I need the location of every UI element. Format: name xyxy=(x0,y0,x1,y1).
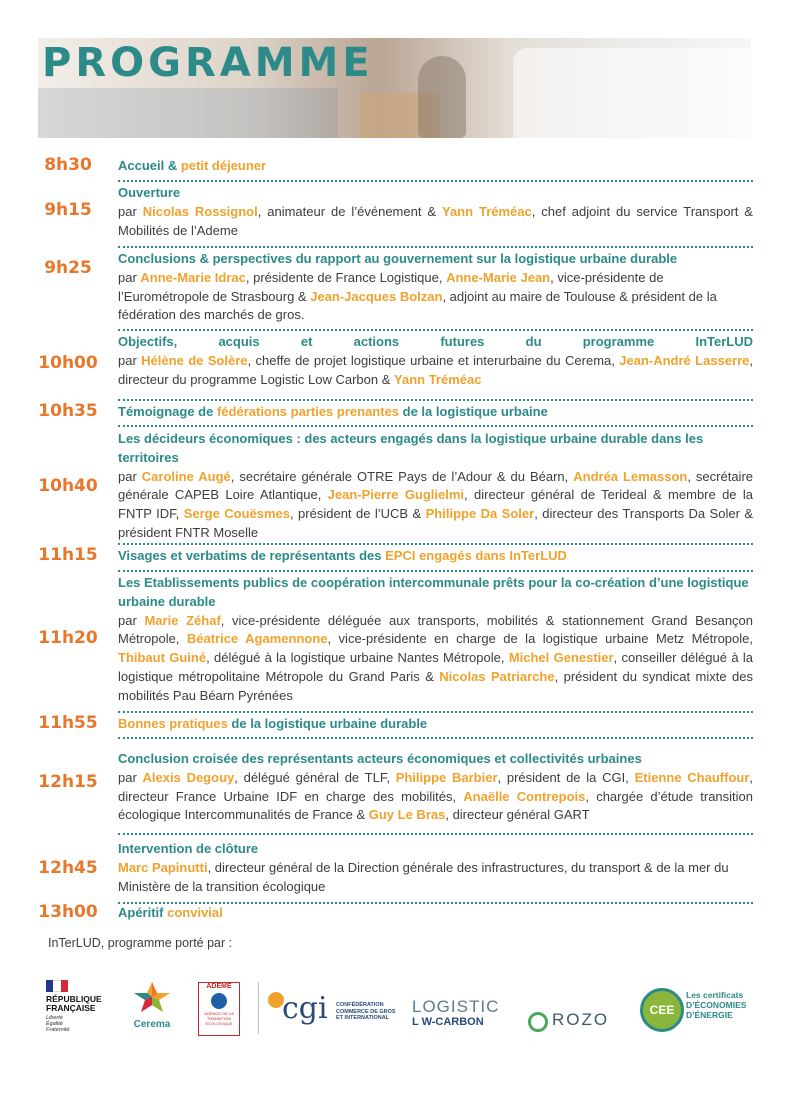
speaker-name: Philippe Da Soler xyxy=(425,506,535,522)
speaker-role: , directeur France Urbaine IDF en charge des mobilités, xyxy=(118,769,754,804)
cee-logo xyxy=(640,988,750,1032)
rf-motto1: Liberté xyxy=(46,1015,63,1021)
cgi-sub1: CONFÉDÉRATION xyxy=(336,1002,384,1008)
speaker-role: , président du syndicat mixte des mobilités Pau Béarn Pyrénées xyxy=(118,668,753,703)
llc-line1: LOGISTIC xyxy=(412,997,500,1016)
llc-line2: L W-CARBON xyxy=(412,1016,484,1028)
program-time: 10h35 xyxy=(38,401,98,421)
speaker-name: Michel Genestier xyxy=(508,650,614,666)
speaker-name: Nicolas Patriarche xyxy=(439,668,555,684)
highlight-text: convivial xyxy=(167,905,223,920)
cee-line2: D’ÉCONOMIES xyxy=(686,1000,747,1010)
speaker-role: , secrétaire générale CAPEB Loire Atlantique, xyxy=(118,468,753,503)
ademe-globe-icon xyxy=(211,993,227,1009)
program-title: Conclusion croisée des représentants acteurs économiques et collectivités urbaines xyxy=(118,751,642,766)
speaker-role: par xyxy=(118,269,141,285)
speaker-role: , président de la CGI, xyxy=(497,769,635,785)
rf-motto3: Fraternité xyxy=(46,1027,70,1033)
program-title: Les décideurs économiques : des acteurs engagés dans la logistique urbaine durable dans les territoires xyxy=(118,431,704,465)
program-content xyxy=(118,574,753,706)
highlight-text: petit déjeuner xyxy=(180,158,267,173)
dotted-separator xyxy=(118,711,753,713)
program-time: 8h30 xyxy=(44,155,92,175)
speaker-name: Jean-Pierre Guglielmi xyxy=(327,487,465,503)
cerema-name: Cerema xyxy=(133,1019,171,1030)
partner-logos xyxy=(40,980,760,1040)
speaker-role: , adjoint au maire de Toulouse & président de la fédération des marchés de gros. xyxy=(118,288,717,323)
speaker-name: Anne-Marie Idrac xyxy=(140,269,246,285)
program-title: Intervention de clôture xyxy=(118,841,259,856)
program-content xyxy=(118,184,753,240)
speaker-name: Alexis Degouy xyxy=(142,769,235,785)
speaker-role: , président de l’UCB & xyxy=(290,506,426,522)
speaker-name: Philippe Barbier xyxy=(395,769,498,785)
program-time: 10h00 xyxy=(38,353,98,373)
ademe-logo xyxy=(198,982,240,1036)
speaker-role: par xyxy=(118,203,143,219)
rozo-ring-icon xyxy=(528,1012,548,1032)
title-text: de la logistique urbaine durable xyxy=(227,716,428,731)
program-content xyxy=(118,157,753,176)
rf-line1: RÉPUBLIQUE xyxy=(46,994,102,1004)
cee-line1: Les certificats xyxy=(686,990,744,1000)
speaker-role: , conseiller délégué à la logistique métropolitaine Métropole du Grand Paris & xyxy=(118,650,753,684)
speaker-role: , secrétaire générale OTRE Pays de l’Adour & du Béarn, xyxy=(230,468,574,484)
speaker-name: Jean-André Lasserre xyxy=(619,352,750,368)
cgi-sub2: COMMERCE DE GROS xyxy=(336,1008,396,1015)
program-time: 12h45 xyxy=(38,858,98,878)
cgi-sub3: ET INTERNATIONAL xyxy=(336,1015,390,1021)
speaker-role: , vice-présidente en charge de la logistique urbaine Metz Métropole, xyxy=(327,631,753,647)
speaker-name: Jean-Jacques Bolzan xyxy=(310,288,443,304)
program-content xyxy=(118,430,753,543)
speaker-name: Thibaut Guiné xyxy=(118,650,207,666)
program-title: Objectifs, acquis et actions futures du programme InTerLUD xyxy=(118,334,753,349)
speaker-role: par xyxy=(118,612,145,628)
speaker-role: , chef adjoint du service Transport & Mobilités de l’Ademe xyxy=(118,203,753,238)
program-time: 10h40 xyxy=(38,476,98,496)
logistic-low-carbon-logo xyxy=(412,998,512,1038)
title-text: Témoignage de xyxy=(118,404,217,419)
ademe-sub: AGENCE DE LA TRANSITION ÉCOLOGIQUE xyxy=(204,1011,234,1026)
flag-icon xyxy=(46,980,68,992)
speaker-name: Hélène de Solère xyxy=(141,352,248,368)
speaker-name: Serge Couësmes xyxy=(183,506,291,522)
rf-motto2: Égalité xyxy=(46,1021,63,1027)
rozo-name: ROZO xyxy=(552,1010,610,1029)
title-text: Visages et verbatims de représentants des xyxy=(118,548,386,563)
program-title: Conclusions & perspectives du rapport au gouvernement sur la logistique urbaine durable xyxy=(118,251,678,266)
page-title: PROGRAMME xyxy=(42,40,374,86)
dotted-separator xyxy=(118,833,753,835)
dotted-separator xyxy=(118,737,753,739)
speaker-name: Etienne Chauffour xyxy=(634,769,750,785)
speaker-role: par xyxy=(118,352,142,368)
program-content xyxy=(118,250,753,325)
program-time: 9h25 xyxy=(44,258,92,278)
dotted-separator xyxy=(118,425,753,427)
speaker-name: Guy Le Bras xyxy=(368,807,446,823)
program-content xyxy=(118,715,753,734)
program-speakers xyxy=(118,269,753,325)
program-speakers xyxy=(118,612,753,706)
program-content xyxy=(118,333,753,389)
cgi-name: cgi xyxy=(282,991,328,1026)
program-content xyxy=(118,547,753,566)
program-content xyxy=(118,750,753,825)
republique-francaise-logo xyxy=(46,980,108,1040)
dotted-separator xyxy=(118,902,753,904)
program-speakers xyxy=(118,769,753,825)
highlight-text: Bonnes pratiques xyxy=(118,716,228,731)
speaker-name: Béatrice Agamennone xyxy=(186,631,328,647)
footer-label: InTerLUD, programme porté par : xyxy=(48,936,233,950)
title-text: de la logistique urbaine xyxy=(399,404,548,419)
cee-badge: CEE xyxy=(640,988,684,1032)
cerema-star-icon xyxy=(130,980,174,1014)
dotted-separator xyxy=(118,180,753,182)
speaker-role: , délégué à la logistique urbaine Nantes Métropole, xyxy=(206,650,509,666)
program-time: 11h55 xyxy=(38,713,98,733)
dotted-separator xyxy=(118,543,753,545)
program-time: 9h15 xyxy=(44,200,92,220)
highlight-text: fédérations parties prenantes xyxy=(216,404,400,419)
program-content xyxy=(118,403,753,422)
cerema-logo xyxy=(124,980,180,1040)
speaker-role: , directeur du programme Logistic Low Carbon & xyxy=(118,352,753,387)
program-title: Les Etablissements publics de coopération intercommunale prêts pour la co-création d’une logistique urbaine durable xyxy=(118,575,749,609)
speaker-role: , chargée d’étude transition écologique Intercommunalités de France & xyxy=(118,788,754,823)
rozo-logo xyxy=(528,1010,628,1034)
speaker-name: Yann Tréméac xyxy=(394,371,482,387)
rf-line2: FRANÇAISE xyxy=(46,1003,96,1013)
speaker-role: , vice-présidente de l’Eurométropole de Strasbourg & xyxy=(118,269,664,304)
dotted-separator xyxy=(118,399,753,401)
cgi-logo xyxy=(268,988,400,1032)
speaker-role: , animateur de l’événement & xyxy=(257,203,442,219)
speaker-role: par xyxy=(118,468,142,484)
speaker-name: Yann Tréméac xyxy=(441,203,532,219)
banner-photo-van xyxy=(513,48,751,138)
speaker-name: Anaëlle Contrepois xyxy=(463,788,586,804)
program-speakers xyxy=(118,203,753,241)
header-banner xyxy=(38,38,751,138)
speaker-name: Marie Zéhaf xyxy=(144,612,221,628)
speaker-name: Anne-Marie Jean xyxy=(446,269,551,285)
cee-line3: D’ÉNERGIE xyxy=(686,1010,733,1020)
speaker-role: , directeur général de la Direction générale des infrastructures, du transport & de la mer du Ministère de la transition écologique xyxy=(118,859,729,894)
banner-photo-street xyxy=(38,88,338,138)
program-title: Ouverture xyxy=(118,185,181,200)
program-content xyxy=(118,904,753,923)
speaker-role: , présidente de France Logistique, xyxy=(245,269,447,285)
dotted-separator xyxy=(118,329,753,331)
speaker-role: , directeur général de Terideal & membre de la FNTP IDF, xyxy=(118,487,753,522)
banner-photo-person xyxy=(418,56,466,138)
speaker-role: , vice-présidente déléguée aux transports, mobilités & stationnement Grand Besançon Métropole, xyxy=(118,612,754,647)
program-time: 11h20 xyxy=(38,628,98,648)
dotted-separator xyxy=(118,246,753,248)
program-time: 13h00 xyxy=(38,902,98,922)
program-speakers xyxy=(118,859,753,897)
speaker-role: , directeur général GART xyxy=(445,807,590,823)
ademe-name: ADEME xyxy=(199,983,239,991)
program-content xyxy=(118,840,753,896)
speaker-name: Andréa Lemasson xyxy=(573,468,688,484)
speaker-role: , cheffe de projet logistique urbaine et interurbaine du Cerema, xyxy=(247,352,620,368)
speaker-name: Marc Papinutti xyxy=(118,859,208,875)
speaker-role: par xyxy=(118,769,143,785)
title-text: Apéritif xyxy=(118,905,168,920)
speaker-name: Nicolas Rossignol xyxy=(142,203,258,219)
program-speakers xyxy=(118,468,753,543)
program-speakers xyxy=(118,352,753,390)
speaker-role: , délégué général de TLF, xyxy=(234,769,396,785)
program-time: 11h15 xyxy=(38,545,98,565)
speaker-name: Caroline Augé xyxy=(141,468,231,484)
dotted-separator xyxy=(118,570,753,572)
speaker-role: , directeur des Transports Da Soler & président FNTR Moselle xyxy=(118,506,754,540)
highlight-text: EPCI engagés dans InTerLUD xyxy=(385,548,567,563)
title-text: Accueil & xyxy=(118,158,181,173)
program-time: 12h15 xyxy=(38,772,98,792)
logo-divider xyxy=(258,982,259,1034)
